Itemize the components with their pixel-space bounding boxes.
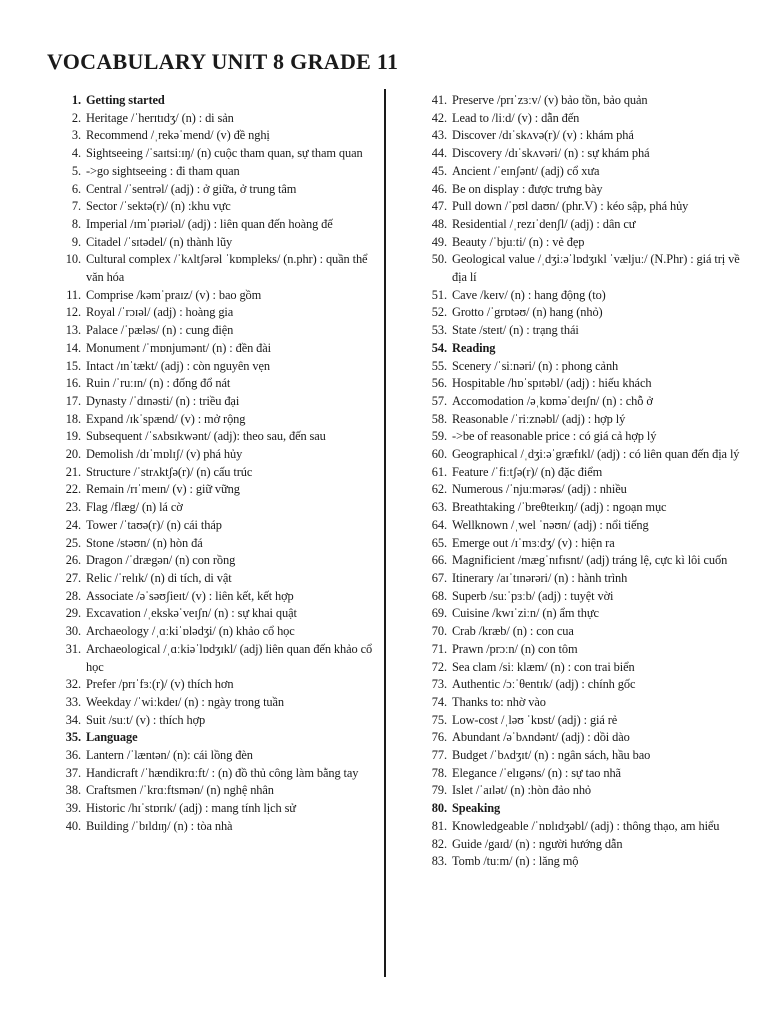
vocabulary-entry: Feature /ˈfiːtʃə(r)/ (n) đặc điểm [452,464,603,479]
vocabulary-entry: Historic /hɪˈstɒrɪk/ (adj) : mang tính lịch sử [86,801,296,816]
vocabulary-item [58,712,380,730]
vocabulary-entry: Structure /ˈstrʌktʃə(r)/ (n) cấu trúc [86,464,253,479]
vocabulary-entry: Geological value /ˌdʒiːəˈlɒdʒɪkl ˈvæljuː/ (N.Phr) : giá trị về địa lí [452,252,740,285]
item-number: 72. [431,659,447,674]
item-number: 4. [71,146,81,161]
item-number: 81. [431,818,447,833]
item-number: 74. [431,694,447,709]
item-number: 32. [65,677,81,692]
vocabulary-item [424,659,749,677]
vocabulary-entry: Dynasty /ˈdɪnəsti/ (n) : triều đại [86,393,240,408]
vocabulary-entry: Flag /flæg/ (n) lá cờ [86,500,183,515]
vocabulary-entry: State /steɪt/ (n) : trạng thái [452,323,579,338]
item-number: 82. [431,836,447,851]
vocabulary-item [424,92,749,110]
item-number: 54. [431,340,447,355]
item-number: 12. [65,305,81,320]
vocabulary-entry: Ruin /ˈruːɪn/ (n) : đống đổ nát [86,376,231,391]
item-number: 3. [71,128,81,143]
vocabulary-entry: Abundant /əˈbʌndənt/ (adj) : dồi dào [452,730,630,745]
vocabulary-entry: Discover /dɪˈskʌvə(r)/ (v) : khám phá [452,128,634,143]
item-number: 76. [431,730,447,745]
item-number: 20. [65,447,81,462]
vocabulary-item [424,287,749,305]
vocabulary-entry: Heritage /ˈherɪtɪdʒ/ (n) : di sản [86,110,234,125]
vocabulary-entry: Ancient /ˈeɪnʃənt/ (adj) cổ xưa [452,163,600,178]
item-number: 24. [65,517,81,532]
vocabulary-item [424,481,749,499]
item-number: 38. [65,783,81,798]
vocabulary-entry: Numerous /ˈnjuːmərəs/ (adj) : nhiều [452,482,627,497]
vocabulary-entry: Associate /əˈsəʊʃieɪt/ (v) : liên kết, kết hợp [86,588,294,603]
item-number: 46. [431,181,447,196]
vocabulary-entry: Handicraft /ˈhændikrɑːft/ : (n) đồ thủ công làm bằng tay [86,765,359,780]
item-number: 83. [431,854,447,869]
item-number: 9. [71,234,81,249]
vocabulary-item [424,358,749,376]
item-number: 60. [431,447,447,462]
item-number: 31. [65,641,81,656]
vocabulary-item [58,375,380,393]
vocabulary-entry: Recommend /ˌrekəˈmend/ (v) đề nghị [86,128,270,143]
vocabulary-item [58,446,380,464]
vocabulary-item [58,765,380,783]
item-number: 68. [431,588,447,603]
vocabulary-entry: Excavation /ˌekskəˈveɪʃn/ (n) : sự khai quật [86,606,297,621]
item-number: 23. [65,500,81,515]
vocabulary-entry: Elegance /ˈelɪgəns/ (n) : sự tao nhã [452,765,621,780]
section-heading-text: Speaking [452,801,501,816]
item-number: 21. [65,464,81,479]
item-number: 57. [431,393,447,408]
item-number: 49. [431,234,447,249]
vocabulary-item [424,623,749,641]
vocabulary-entry: Islet /ˈaɪlət/ (n) :hòn đảo nhỏ [452,783,592,798]
item-number: 52. [431,305,447,320]
vocabulary-entry: Grotto /ˈgrɒtəʊ/ (n) hang (nhỏ) [452,305,603,320]
vocabulary-item [58,517,380,535]
vocabulary-item [424,322,749,340]
vocabulary-item [424,428,749,446]
column-divider [384,89,386,977]
vocabulary-item [58,304,380,322]
vocabulary-entry: Comprise /kəmˈpraɪz/ (v) : bao gồm [86,287,262,302]
vocabulary-item [58,694,380,712]
vocabulary-item [58,358,380,376]
vocabulary-entry: Beauty /ˈbjuːti/ (n) : vẻ đẹp [452,234,585,249]
vocabulary-item [58,234,380,252]
vocabulary-entry: Expand /ɪkˈspænd/ (v) : mở rộng [86,411,246,426]
item-number: 65. [431,535,447,550]
vocabulary-item [58,570,380,588]
item-number: 22. [65,482,81,497]
item-number: 40. [65,818,81,833]
item-number: 30. [65,624,81,639]
vocabulary-entry: Imperial /ɪmˈpɪəriəl/ (adj) : liên quan đến hoàng đế [86,216,333,231]
vocabulary-item [58,198,380,216]
vocabulary-item [58,411,380,429]
vocabulary-item [58,287,380,305]
item-number: 58. [431,411,447,426]
section-heading [58,92,380,110]
item-number: 33. [65,694,81,709]
item-number: 8. [71,216,81,231]
vocabulary-entry: Wellknown /ˌwel ˈnəʊn/ (adj) : nổi tiếng [452,517,649,532]
vocabulary-entry: Tower /ˈtaʊə(r)/ (n) cái tháp [86,517,222,532]
vocabulary-entry: Pull down /ˈpʊl daʊn/ (phr.V) : kéo sập, phá hủy [452,199,689,214]
item-number: 36. [65,748,81,763]
vocabulary-item [424,216,749,234]
vocabulary-item [58,588,380,606]
item-number: 63. [431,500,447,515]
vocabulary-entry: Royal /ˈrɔɪəl/ (adj) : hoàng gia [86,305,234,320]
vocabulary-item [424,110,749,128]
item-number: 62. [431,482,447,497]
vocabulary-entry: Lead to /liːd/ (v) : dẫn đến [452,110,580,125]
vocabulary-entry: Archaeology /ˌɑːkiˈɒlədʒi/ (n) khảo cổ học [86,624,295,639]
vocabulary-item [424,782,749,800]
vocabulary-item [58,782,380,800]
vocabulary-entry: Sea clam /siː klæm/ (n) : con trai biển [452,659,635,674]
item-number: 61. [431,464,447,479]
vocabulary-item [58,145,380,163]
item-number: 70. [431,624,447,639]
vocabulary-entry: Sightseeing /ˈsaɪtsiːɪŋ/ (n) cuộc tham quan, sự tham quan [86,146,363,161]
item-number: 29. [65,606,81,621]
vocabulary-entry: Geographical /ˌdʒiːəˈgræfɪkl/ (adj) : có liên quan đến địa lý [452,447,740,462]
vocabulary-entry: Guide /gaɪd/ (n) : người hướng dẫn [452,836,623,851]
vocabulary-item [58,535,380,553]
item-number: 51. [431,287,447,302]
item-number: 71. [431,641,447,656]
item-number: 25. [65,535,81,550]
vocabulary-item [424,145,749,163]
vocabulary-item [424,588,749,606]
vocabulary-item [58,322,380,340]
vocabulary-item [424,552,749,570]
item-number: 48. [431,216,447,231]
section-heading [424,800,749,818]
vocabulary-entry: Scenery /ˈsiːnəri/ (n) : phong cảnh [452,358,619,373]
item-number: 69. [431,606,447,621]
vocabulary-item [424,127,749,145]
item-number: 19. [65,429,81,444]
section-heading-text: Getting started [86,93,165,107]
vocabulary-entry: Building /ˈbɪldɪŋ/ (n) : tòa nhà [86,818,233,833]
item-number: 42. [431,110,447,125]
vocabulary-entry: Subsequent /ˈsʌbsɪkwənt/ (adj): theo sau, đến sau [86,429,326,444]
vocabulary-entry: Monument /ˈmɒnjumənt/ (n) : đền đài [86,340,272,355]
section-heading [58,729,380,747]
vocabulary-entry: Cultural complex /ˈkʌltʃərəl ˈkɒmpleks/ (n.phr) : quần thể văn hóa [86,252,368,285]
vocabulary-item [58,181,380,199]
vocabulary-entry: Knowledgeable /ˈnɒlɪdʒəbl/ (adj) : thông thạo, am hiểu [452,818,720,833]
vocabulary-entry: Reasonable /ˈriːznəbl/ (adj) : hợp lý [452,411,626,426]
item-number: 67. [431,570,447,585]
vocabulary-entry: Be on display : được trưng bày [452,181,603,196]
vocabulary-item [424,641,749,659]
item-number: 26. [65,553,81,568]
item-number: 7. [71,199,81,214]
vocabulary-item [424,517,749,535]
vocabulary-entry: Central /ˈsentrəl/ (adj) : ở giữa, ở trung tâm [86,181,297,196]
vocabulary-entry: Thanks to: nhờ vào [452,694,546,709]
vocabulary-item [424,375,749,393]
vocabulary-item [58,464,380,482]
document-title: VOCABULARY UNIT 8 GRADE 11 [47,49,399,74]
item-number: 45. [431,163,447,178]
vocabulary-list-right [424,92,749,871]
item-number: 55. [431,358,447,373]
item-number: 64. [431,517,447,532]
vocabulary-entry: Cuisine /kwɪˈziːn/ (n) ẩm thực [452,606,599,621]
vocabulary-item [424,198,749,216]
item-number: 11. [66,287,81,302]
vocabulary-entry: Hospitable /hɒˈspɪtəbl/ (adj) : hiếu khách [452,376,652,391]
item-number: 6. [71,181,81,196]
item-number: 18. [65,411,81,426]
vocabulary-list-left [58,92,380,836]
vocabulary-item [58,552,380,570]
item-number: 56. [431,376,447,391]
vocabulary-entry: Crab /kræb/ (n) : con cua [452,624,574,639]
vocabulary-entry: Stone /stəʊn/ (n) hòn đá [86,535,203,550]
item-number: 37. [65,765,81,780]
vocabulary-item [424,251,749,286]
item-number: 44. [431,146,447,161]
item-number: 66. [431,553,447,568]
vocabulary-item [58,251,380,286]
vocabulary-item [424,393,749,411]
vocabulary-entry: Intact /ɪnˈtækt/ (adj) : còn nguyên vẹn [86,358,270,373]
vocabulary-item [424,304,749,322]
vocabulary-item [424,446,749,464]
vocabulary-entry: Authentic /ɔːˈθentɪk/ (adj) : chính gốc [452,677,636,692]
vocabulary-item [424,729,749,747]
vocabulary-entry: Accomodation /əˌkɒməˈdeɪʃn/ (n) : chỗ ở [452,393,653,408]
vocabulary-item [58,393,380,411]
section-heading [424,340,749,358]
vocabulary-entry: Emerge out /ɪˈmɜːdʒ/ (v) : hiện ra [452,535,615,550]
vocabulary-entry: Sector /ˈsektə(r)/ (n) :khu vực [86,199,231,214]
item-number: 1. [71,93,81,107]
item-number: 15. [65,358,81,373]
vocabulary-item [424,234,749,252]
vocabulary-entry: Magnificient /mægˈnɪfɪsnt/ (adj) tráng lệ, cực kì lôi cuốn [452,553,728,568]
vocabulary-item [424,694,749,712]
vocabulary-item [424,676,749,694]
item-number: 78. [431,765,447,780]
vocabulary-item [424,411,749,429]
vocabulary-entry: Demolish /dɪˈmɒlɪʃ/ (v) phá hủy [86,447,243,462]
vocabulary-item [424,818,749,836]
item-number: 35. [65,730,81,745]
item-number: 28. [65,588,81,603]
item-number: 39. [65,801,81,816]
vocabulary-entry: Itinerary /aɪˈtɪnərəri/ (n) : hành trình [452,570,628,585]
vocabulary-item [58,428,380,446]
item-number: 77. [431,748,447,763]
item-number: 43. [431,128,447,143]
vocabulary-entry: ->go sightseeing : đi tham quan [86,163,240,178]
vocabulary-item [424,181,749,199]
item-number: 14. [65,340,81,355]
vocabulary-item [424,535,749,553]
section-heading-text: Reading [452,340,496,355]
vocabulary-item [424,163,749,181]
vocabulary-entry: Citadel /ˈsɪtədel/ (n) thành lũy [86,234,233,249]
vocabulary-item [58,163,380,181]
item-number: 41. [431,93,447,107]
vocabulary-entry: Cave /keɪv/ (n) : hang động (to) [452,287,606,302]
item-number: 73. [431,677,447,692]
item-number: 2. [71,110,81,125]
vocabulary-item [424,570,749,588]
item-number: 79. [431,783,447,798]
vocabulary-item [424,765,749,783]
vocabulary-entry: Preserve /prɪˈzɜːv/ (v) bảo tồn, bảo quản [452,93,648,107]
item-number: 16. [65,376,81,391]
vocabulary-item [58,216,380,234]
vocabulary-item [58,499,380,517]
vocabulary-item [58,623,380,641]
vocabulary-entry: Craftsmen /ˈkrɑːftsmən/ (n) nghệ nhân [86,783,274,798]
vocabulary-entry: Remain /rɪˈmeɪn/ (v) : giữ vững [86,482,240,497]
vocabulary-item [424,464,749,482]
item-number: 47. [431,199,447,214]
vocabulary-entry: Superb /suːˈpɜːb/ (adj) : tuyệt vời [452,588,614,603]
vocabulary-item [424,853,749,871]
vocabulary-entry: Residential /ˌrezɪˈdenʃl/ (adj) : dân cư [452,216,636,231]
vocabulary-item [58,481,380,499]
vocabulary-entry: Prefer /prɪˈfɜː(r)/ (v) thích hơn [86,677,234,692]
vocabulary-item [58,800,380,818]
vocabulary-item [424,605,749,623]
vocabulary-entry: ->be of reasonable price : có giá cả hợp lý [452,429,657,444]
vocabulary-item [58,747,380,765]
item-number: 80. [431,801,447,816]
vocabulary-entry: Low-cost /ˌləʊ ˈkɒst/ (adj) : giá rẻ [452,712,618,727]
item-number: 59. [431,429,447,444]
item-number: 27. [65,570,81,585]
item-number: 13. [65,323,81,338]
vocabulary-item [58,340,380,358]
item-number: 50. [431,252,447,267]
item-number: 34. [65,712,81,727]
item-number: 10. [65,252,81,267]
item-number: 17. [65,393,81,408]
vocabulary-item [58,110,380,128]
vocabulary-entry: Archaeological /ˌɑːkiəˈlɒdʒɪkl/ (adj) liên quan đến khảo cổ học [86,641,373,674]
item-number: 75. [431,712,447,727]
vocabulary-entry: Suit /suːt/ (v) : thích hợp [86,712,206,727]
vocabulary-entry: Relic /ˈrelɪk/ (n) di tích, di vật [86,570,232,585]
vocabulary-item [58,818,380,836]
vocabulary-entry: Lantern /ˈlæntən/ (n): cái lồng đèn [86,748,253,763]
vocabulary-entry: Prawn /prɔːn/ (n) con tôm [452,641,578,656]
item-number: 53. [431,323,447,338]
vocabulary-item [424,836,749,854]
item-number: 5. [71,163,81,178]
section-heading-text: Language [86,730,138,745]
vocabulary-item [424,747,749,765]
vocabulary-entry: Breathtaking /ˈbreθteɪkɪŋ/ (adj) : ngoạn mục [452,500,667,515]
vocabulary-entry: Palace /ˈpæləs/ (n) : cung điện [86,323,234,338]
vocabulary-item [58,127,380,145]
vocabulary-entry: Budget /ˈbʌdʒɪt/ (n) : ngân sách, hầu bao [452,748,651,763]
vocabulary-entry: Dragon /ˈdrægən/ (n) con rồng [86,553,236,568]
vocabulary-item [58,676,380,694]
vocabulary-entry: Discovery /dɪˈskʌvəri/ (n) : sự khám phá [452,146,650,161]
vocabulary-item [58,641,380,676]
vocabulary-item [58,605,380,623]
vocabulary-item [424,499,749,517]
vocabulary-item [424,712,749,730]
vocabulary-entry: Weekday /ˈwiːkdeɪ/ (n) : ngày trong tuần [86,694,285,709]
vocabulary-entry: Tomb /tuːm/ (n) : lăng mộ [452,854,579,869]
